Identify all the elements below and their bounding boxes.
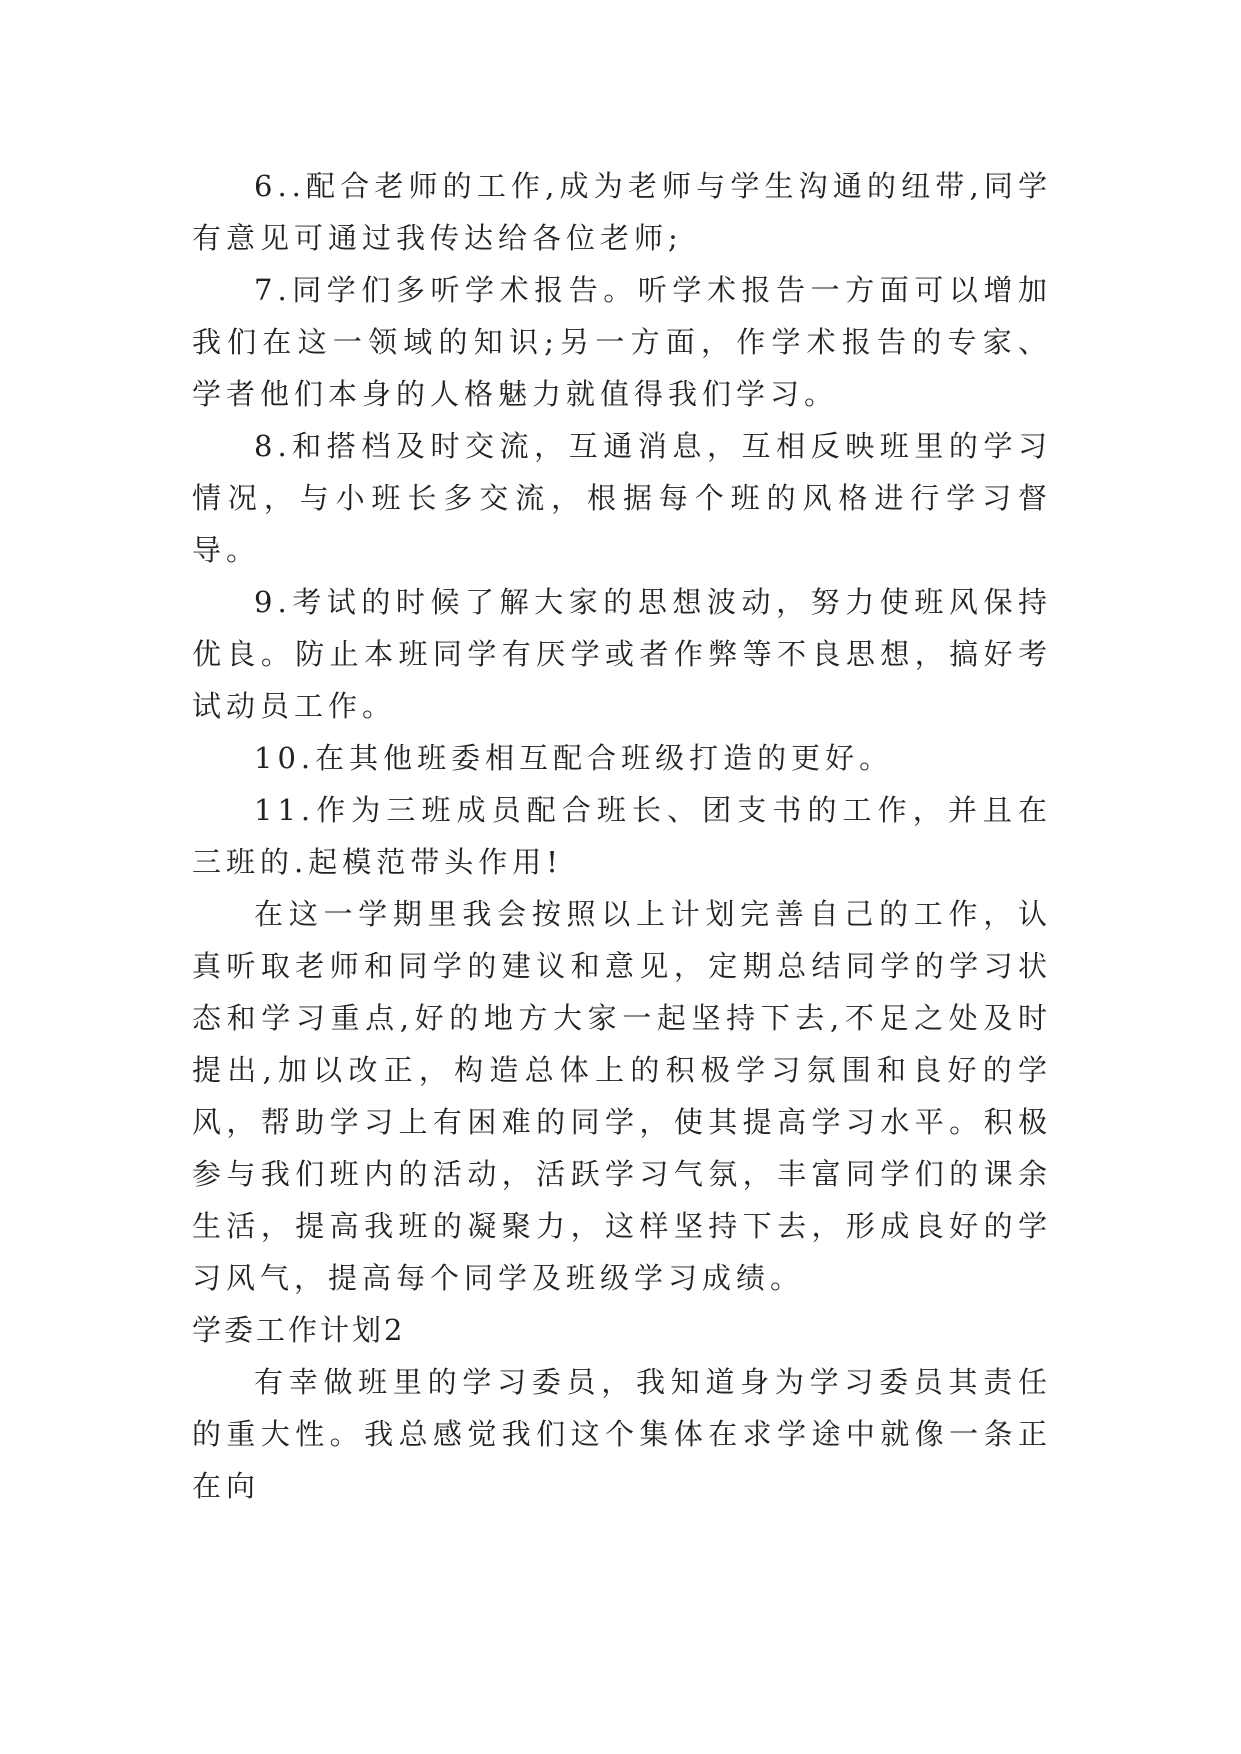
paragraph-summary: 在这一学期里我会按照以上计划完善自己的工作，认真听取老师和同学的建议和意见，定期总结同学的学习状态和学习重点,好的地方大家一起坚持下去,不足之处及时提出,加以改正，构造总体上的积极学习氛围和良好的学风，帮助学习上有困难的同学，使其提高学习水平。积极参与我们班内的活动，活跃学习气氛，丰富同学们的课余生活，提高我班的凝聚力，这样坚持下去，形成良好的学习风气，提高每个同学及班级学习成绩。 xyxy=(192,897,1052,1295)
section-heading: 学委工作计划2 xyxy=(192,1313,406,1347)
paragraph-item-6: 6..配合老师的工作,成为老师与学生沟通的纽带,同学有意见可通过我传达给各位老师; xyxy=(192,169,1052,255)
paragraph-item-9: 9.考试的时候了解大家的思想波动，努力使班风保持优良。防止本班同学有厌学或者作弊等不良思想，搞好考试动员工作。 xyxy=(192,585,1052,723)
document-body xyxy=(192,160,1052,1512)
paragraph-item-7: 7.同学们多听学术报告。听学术报告一方面可以增加我们在这一领域的知识;另一方面，作学术报告的专家、学者他们本身的人格魅力就值得我们学习。 xyxy=(192,273,1052,411)
paragraph-item-10: 10.在其他班委相互配合班级打造的更好。 xyxy=(254,741,894,775)
paragraph-item-11: 11.作为三班成员配合班长、团支书的工作，并且在三班的.起模范带头作用! xyxy=(192,793,1052,879)
paragraph-section-intro: 有幸做班里的学习委员，我知道身为学习委员其责任的重大性。我总感觉我们这个集体在求学途中就像一条正在向 xyxy=(192,1365,1052,1503)
paragraph-item-8: 8.和搭档及时交流，互通消息，互相反映班里的学习情况，与小班长多交流，根据每个班的风格进行学习督导。 xyxy=(192,429,1052,567)
